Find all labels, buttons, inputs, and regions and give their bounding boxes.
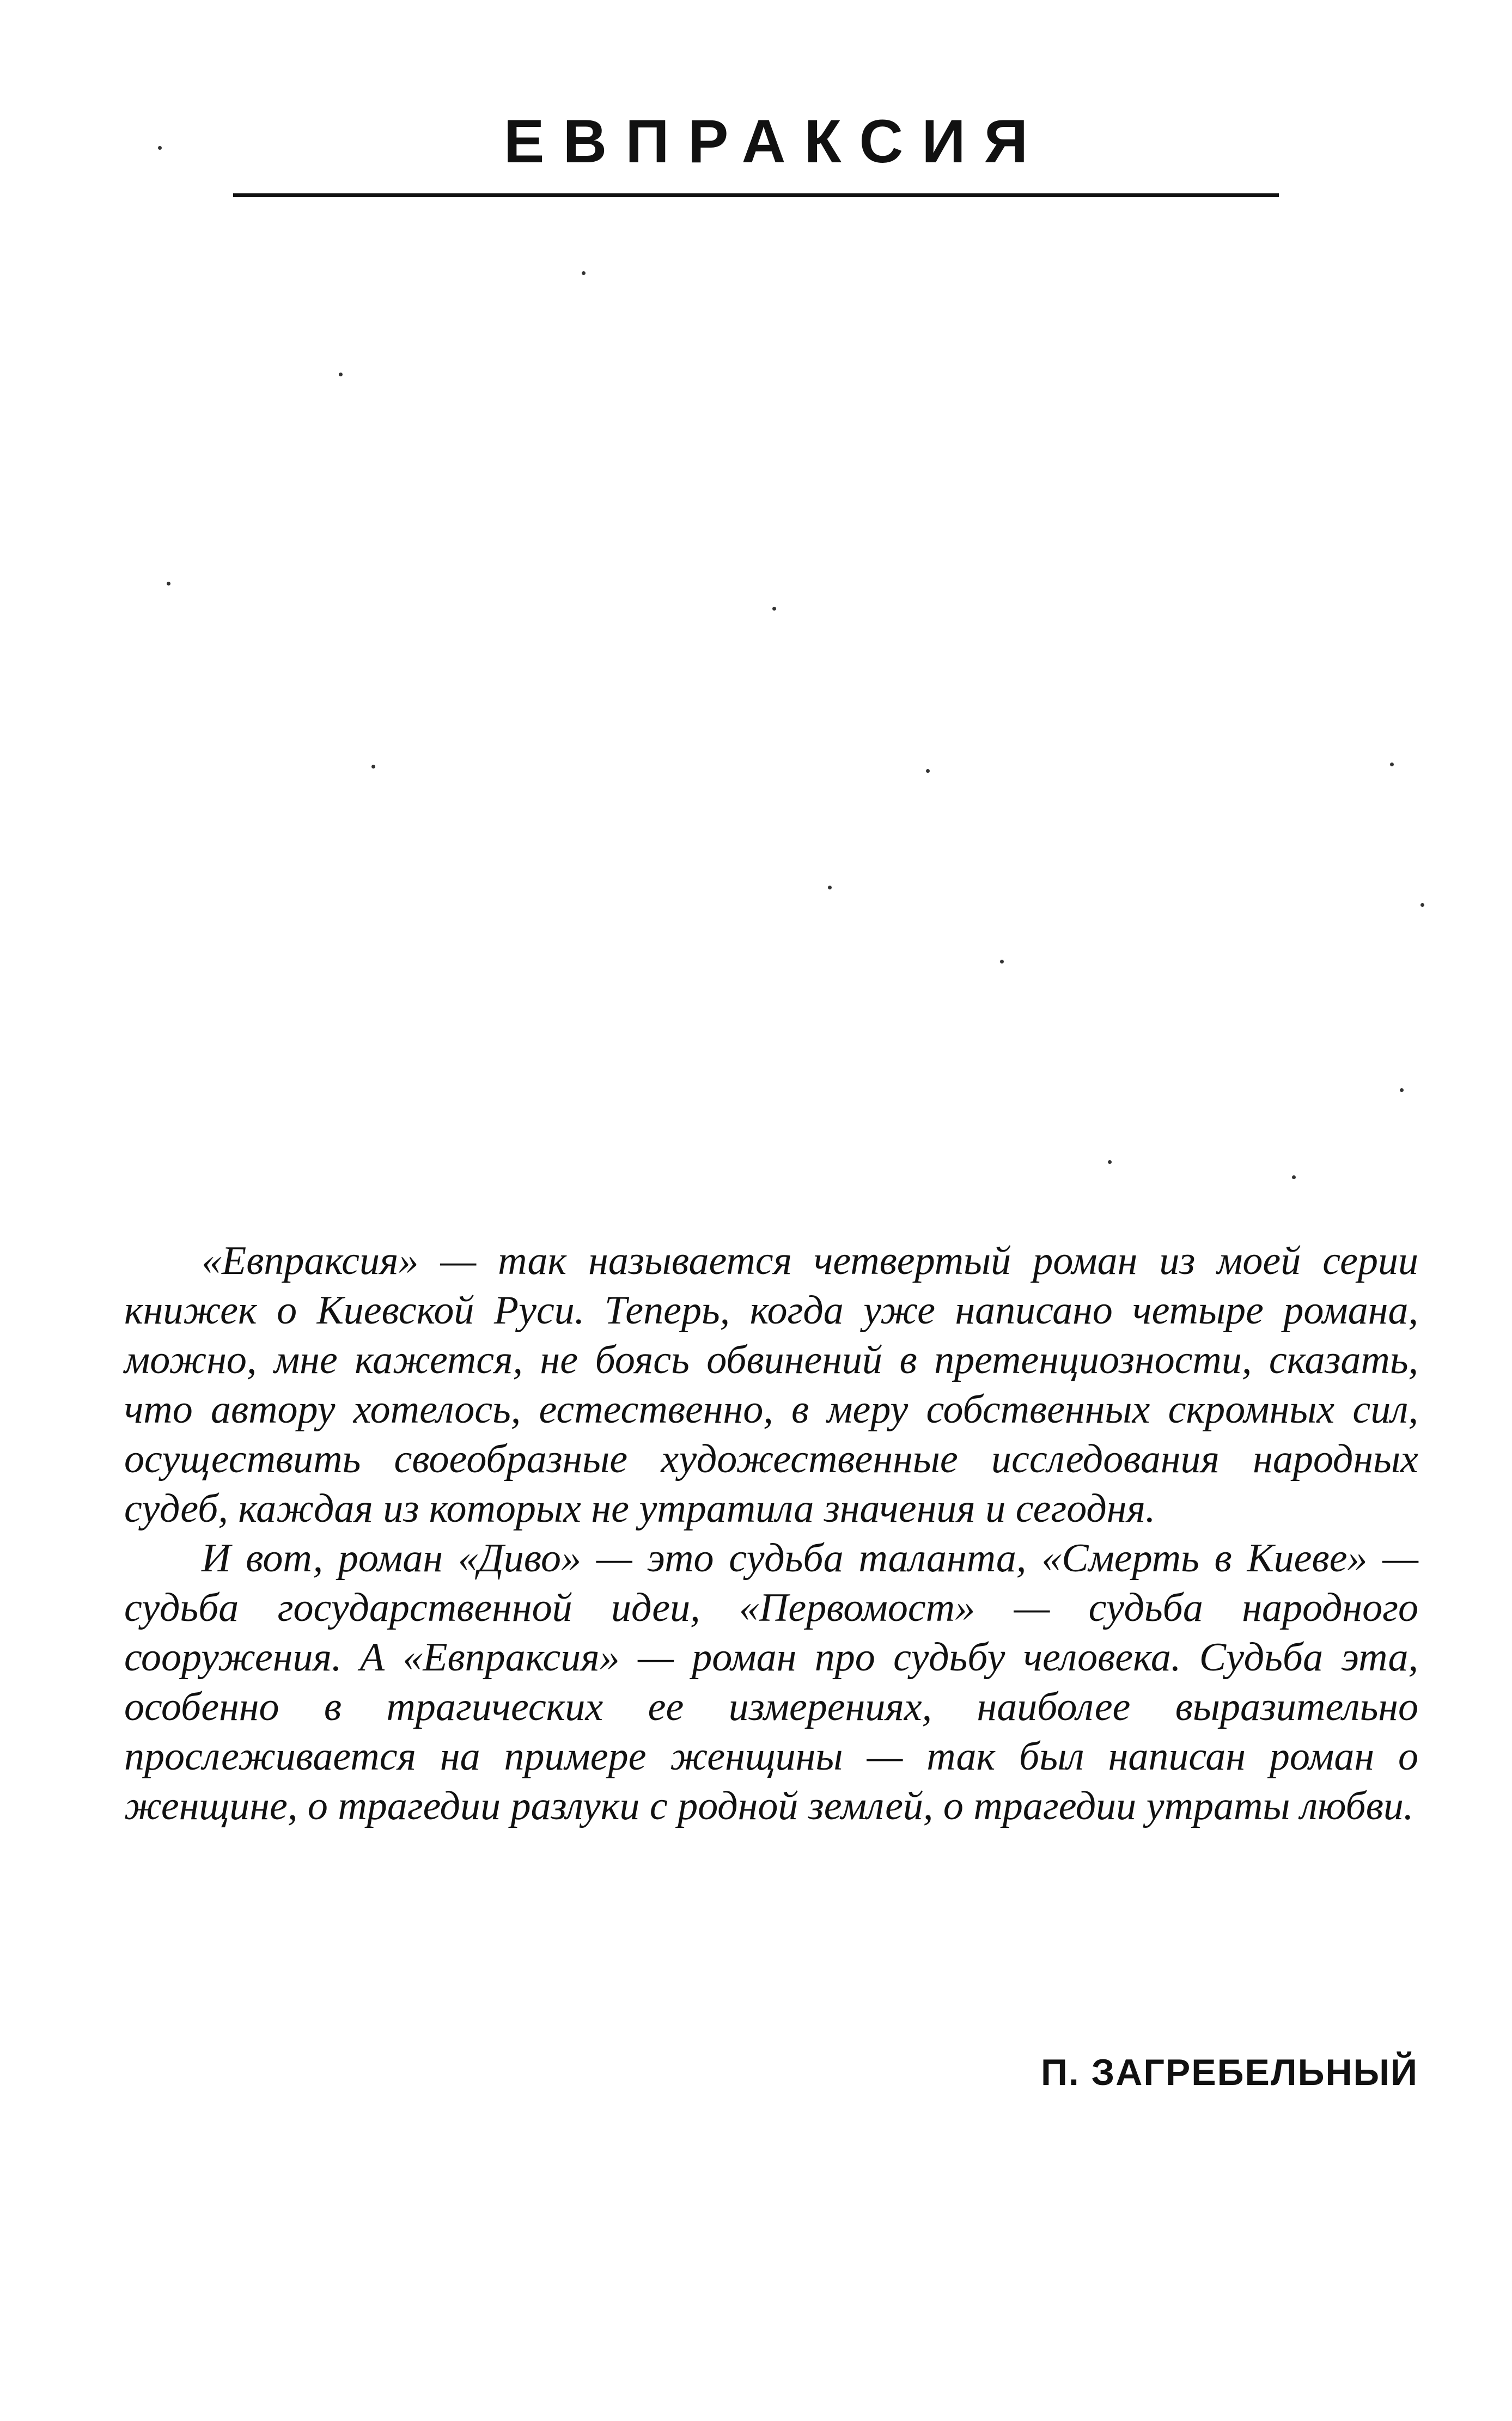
preface-text <box>124 1236 1418 1831</box>
scan-speck <box>1390 763 1394 766</box>
author-signature: П. ЗАГРЕБЕЛЬНЫЙ <box>1041 2052 1418 2093</box>
scan-speck <box>371 765 375 769</box>
scan-speck <box>158 146 162 150</box>
scan-speck <box>828 886 832 889</box>
scan-speck <box>1420 903 1424 907</box>
paragraph-1: «Евпраксия» — так называется четвертый роман из моей серии книжек о Киевской Руси. Теперь, когда уже написано четыре романа, можно, мне кажется, не боясь обвинений в претенциозности, сказать, что автору хотелось, естественно, в меру собственных скромных сил, осуществить своеобразные художественные исследования народных судеб, каждая из которых не утратила значения и сегодня. <box>124 1239 1418 1531</box>
scan-speck <box>1292 1175 1296 1179</box>
scan-speck <box>339 373 343 376</box>
scan-speck <box>1400 1088 1404 1092</box>
page-title: ЕВПРАКСИЯ <box>503 107 1047 175</box>
scan-speck <box>1108 1160 1112 1164</box>
scan-speck <box>926 769 930 773</box>
scan-speck <box>582 271 586 275</box>
paragraph-2: И вот, роман «Диво» — это судьба таланта, «Смерть в Киеве» — судьба государственной идеи, «Первомост» — судьба народного сооружения. А «Евпраксия» — роман про судьбу человека. Судьба эта, особенно в трагических ее измерениях, наиболее выразительно прослеживается на примере женщины — так был написан роман о женщине, о трагедии разлуки с родной землей, о трагедии утраты любви. <box>124 1536 1418 1828</box>
scan-speck <box>1000 960 1004 963</box>
scan-speck <box>772 607 776 611</box>
title-underline <box>233 193 1279 197</box>
scan-speck <box>167 582 170 586</box>
